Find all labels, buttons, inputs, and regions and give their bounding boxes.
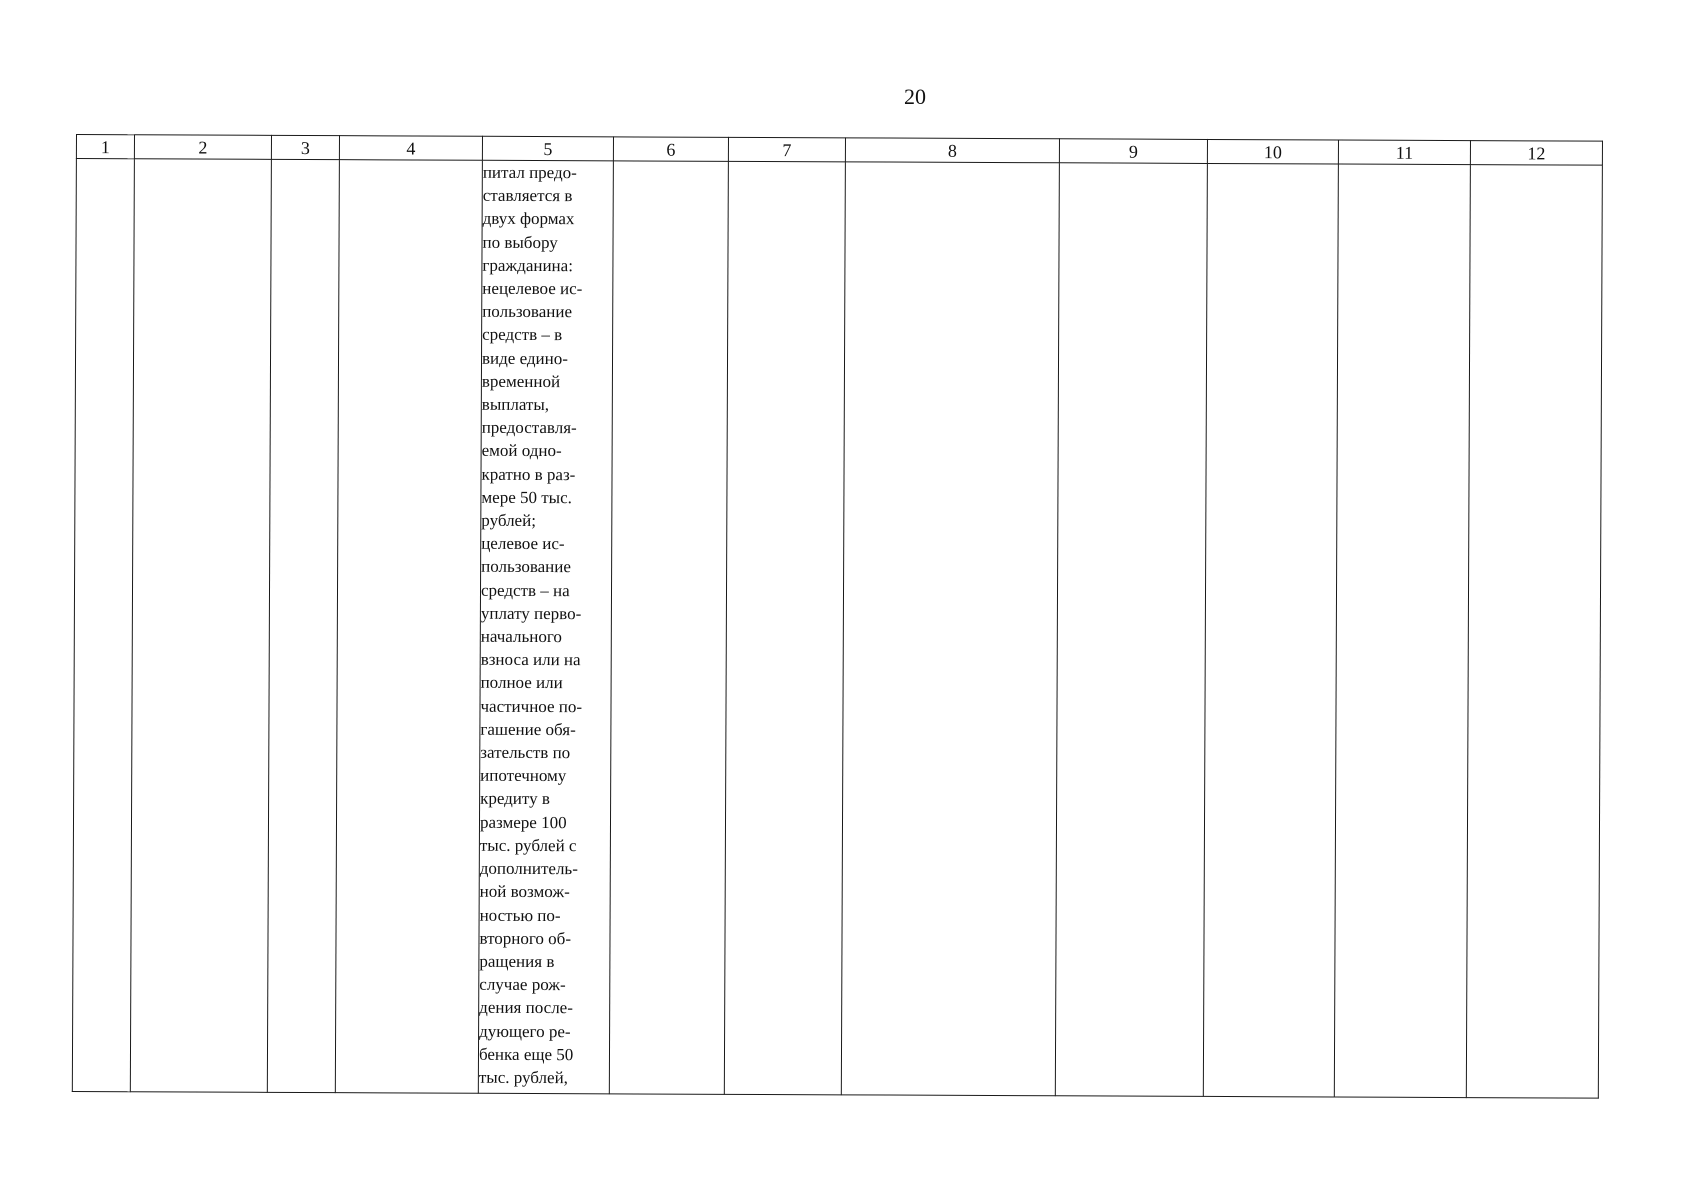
cell-col-11 bbox=[1334, 164, 1470, 1098]
table-container bbox=[72, 134, 1602, 1099]
column-header-8: 8 bbox=[845, 138, 1059, 163]
cell-col-4 bbox=[335, 160, 482, 1094]
cell-col-5-text: питал предо- ставляется в двух формах по выбору гражданина: нецелевое ис- пользование средств – в виде едино- временной выплаты, предоставля- емой одно- кратно в раз- мере 50 тыс. рублей; целевое ис- пользование средств – на уплату перво- начального взноса или на полное или частичное по- гашение обя- зательств по ипотечному кредиту в размере 100 тыс. рублей с дополнитель- ной возмож- ностью по- вторного об- ращения в случае рож- дения после- дующего ре- бенка еще 50 тыс. рублей, bbox=[478, 162, 583, 1088]
cell-col-1 bbox=[72, 159, 134, 1092]
column-header-5: 5 bbox=[482, 136, 613, 161]
column-header-11: 11 bbox=[1338, 140, 1470, 165]
data-table bbox=[72, 134, 1603, 1099]
column-header-4: 4 bbox=[339, 136, 482, 161]
cell-col-8 bbox=[841, 162, 1059, 1096]
cell-col-10 bbox=[1203, 163, 1338, 1097]
column-header-7: 7 bbox=[728, 137, 845, 162]
cell-col-7 bbox=[724, 161, 845, 1095]
column-header-6: 6 bbox=[613, 137, 728, 162]
column-header-2: 2 bbox=[134, 135, 271, 160]
column-header-1: 1 bbox=[76, 135, 134, 159]
cell-col-6 bbox=[609, 161, 728, 1094]
column-header-10: 10 bbox=[1207, 139, 1338, 164]
column-header-9: 9 bbox=[1059, 139, 1207, 164]
cell-col-2 bbox=[130, 159, 271, 1093]
cell-col-5 bbox=[478, 160, 613, 1094]
page-number: 20 bbox=[904, 84, 926, 109]
cell-col-9 bbox=[1055, 163, 1207, 1097]
cell-col-3 bbox=[267, 159, 339, 1092]
column-header-12: 12 bbox=[1470, 141, 1602, 166]
cell-col-12 bbox=[1466, 165, 1602, 1099]
table-row bbox=[72, 159, 1602, 1099]
column-header-3: 3 bbox=[271, 135, 339, 159]
